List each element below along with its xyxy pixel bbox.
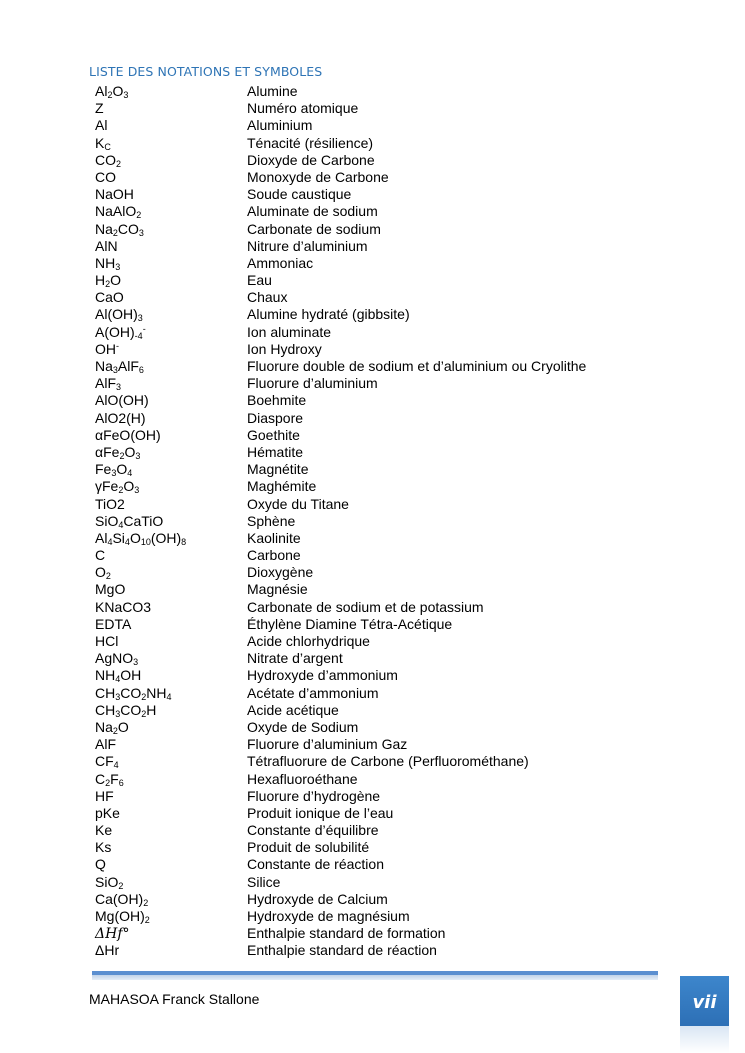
symbol-part: F [110,770,119,787]
notation-definition: Hydroxyde d’ammonium [247,667,398,684]
notation-definition: Alumine hydraté (gibbsite) [247,306,410,323]
symbol-part: 6 [138,365,144,375]
notation-symbol [95,375,121,392]
notation-definition: Hydroxyde de magnésium [247,908,410,924]
notation-symbol [95,306,143,323]
notation-symbol [95,685,172,702]
notation-definition: Constante de réaction [247,856,384,873]
notation-symbol [95,547,105,564]
notation-row [95,753,715,770]
symbol-part: ΔHr [95,942,120,959]
symbol-part: CaO [95,289,124,306]
symbol-part: CH [95,701,116,718]
notation-symbol [95,925,130,943]
notation-definition: Magnésie [247,581,308,598]
page-title: LISTE DES NOTATIONS ET SYMBOLES [89,64,323,79]
symbol-part: Si [112,529,125,546]
page-number-badge [680,976,729,1032]
symbol-part: Al(OH) [95,306,138,323]
notation-symbol [95,633,118,650]
symbol-part: KNaCO3 [95,598,152,615]
notation-row [95,650,715,667]
notation-definition: Ion Hydroxy [247,340,322,357]
notation-row [95,324,715,341]
notation-definition: Carbonate de sodium [247,220,381,237]
symbol-part: 2 [144,915,150,925]
notation-symbol [95,83,128,100]
notation-symbol [95,135,111,152]
notation-symbol [95,874,123,891]
symbol-part: MgO [95,581,126,598]
notation-row [95,530,715,547]
symbol-part: 3 [115,691,121,702]
notation-symbol [95,771,124,788]
symbol-part: 4 [124,536,130,547]
symbol-part: 4 [107,536,113,547]
notation-definition: Produit de solubilité [247,839,370,856]
notation-symbol [95,736,116,753]
notation-symbol [95,324,146,341]
notation-row [95,496,715,513]
notation-row [95,856,715,873]
symbol-part: 8 [181,536,187,547]
notation-row [95,117,715,134]
notation-symbol [95,358,144,375]
notation-definition: Constante d’équilibre [247,822,379,839]
notation-row [95,788,715,805]
notation-definition: Fluorure d’aluminium Gaz [247,736,408,753]
symbol-part: 4 [115,674,121,685]
notation-definition: Kaolinite [247,529,301,546]
notation-row [95,771,715,788]
symbol-part: TiO2 [95,495,125,512]
notation-definition: Diaspore [247,409,304,426]
symbol-part: 2 [141,708,147,719]
symbol-part: 3 [116,382,122,393]
symbol-part: CaTiO [123,512,164,529]
notation-definition: Boehmite [247,392,307,409]
symbol-part: 4 [118,519,124,530]
symbol-part: 3 [135,450,141,461]
symbol-part: 4 [166,691,172,702]
symbol-part: (OH) [150,529,182,546]
notation-definition: Dioxygène [247,564,314,581]
notation-symbol [95,702,156,719]
notation-definition: Numéro atomique [247,100,359,117]
notation-row [95,203,715,220]
symbol-part: 2 [118,880,124,891]
notation-row [95,925,715,942]
symbol-part: A(OH) [95,323,135,340]
notation-row [95,272,715,289]
symbol-part: 3 [112,365,118,375]
notation-symbol [95,513,163,530]
symbol-part: Mg(OH) [95,908,145,924]
notation-symbol [95,152,121,169]
notation-row [95,874,715,891]
notation-row [95,83,715,100]
symbol-part: EDTA [95,615,132,632]
notation-row [95,169,715,186]
notation-symbol [95,564,111,581]
notation-row [95,375,715,392]
symbol-part: OH [95,340,116,357]
notation-definition: Ammoniac [247,254,314,271]
symbol-part: 3 [123,90,129,100]
notation-symbol [95,444,140,461]
notation-symbol [95,461,132,478]
notation-symbol [95,530,186,547]
notation-row [95,100,715,117]
notation-symbol [95,169,116,186]
symbol-part: 2 [116,158,122,169]
symbol-part: NH [146,684,167,701]
notation-definition: Nitrate d’argent [247,650,343,667]
notation-symbol [95,805,120,822]
notation-definition: Acétate d’ammonium [247,684,379,701]
notation-symbol [95,616,131,633]
notation-symbol [95,221,144,238]
notation-symbol [95,272,121,289]
notation-symbol [95,255,120,272]
symbol-part: CO [120,684,142,701]
notation-definition: Chaux [247,289,288,306]
symbol-part: Na [95,718,113,735]
symbol-part: CO [117,220,139,237]
notation-row [95,410,715,427]
notation-row [95,341,715,358]
notation-definition: Monoxyde de Carbone [247,168,389,185]
notation-row [95,891,715,908]
symbol-part: H [95,272,106,289]
symbol-part: 2 [143,897,149,908]
symbol-part: -4 [134,330,143,341]
symbol-part: AgNO [95,650,134,667]
symbol-part: O [117,718,129,735]
notation-row [95,719,715,736]
footer-rule [92,971,658,975]
symbol-part: 2 [112,227,118,238]
symbol-part: 3 [137,313,143,324]
symbol-part: 4 [127,468,133,479]
notation-definition: Magnétite [247,461,309,478]
notation-symbol [95,599,151,616]
notation-symbol [95,856,106,873]
symbol-part: O [129,529,141,546]
notation-symbol [95,410,146,427]
notation-row [95,805,715,822]
notation-definition: Carbonate de sodium et de potassium [247,598,484,615]
notation-row [95,392,715,409]
symbol-part: 2 [107,90,113,100]
notation-row [95,358,715,375]
notation-row [95,581,715,598]
notation-definition: Nitrure d’aluminium [247,237,368,254]
symbol-part: AlF [95,375,116,392]
notation-row [95,513,715,530]
symbol-part: CF [95,753,114,770]
notation-row [95,444,715,461]
notation-definition: Éthylène Diamine Tétra-Acétique [247,615,453,632]
symbol-part: Al [95,117,108,134]
notation-symbol [95,891,148,908]
symbol-part: 10 [140,536,151,547]
notation-symbol [95,839,111,856]
notation-symbol [95,581,125,598]
notation-definition: Tétrafluorure de Carbone (Perfluorométhane) [247,753,529,770]
notation-definition: Oxyde de Sodium [247,718,359,735]
symbol-part: AlF [95,736,116,753]
symbol-part: 2 [112,725,118,736]
symbol-part: SiO [95,873,119,890]
notation-row [95,564,715,581]
symbol-part: Ca(OH) [95,890,144,907]
notation-row [95,667,715,684]
notation-row [95,461,715,478]
symbol-part: - [142,323,146,334]
symbol-part: 2 [118,485,124,496]
notation-row [95,685,715,702]
notation-row [95,908,715,925]
symbol-part: HF [95,787,114,804]
notation-row [95,221,715,238]
symbol-part: Na [95,358,113,374]
symbol-part: HCl [95,633,119,649]
symbol-part: 4 [113,760,119,771]
notation-symbol [95,719,129,736]
notation-definition: Ion aluminate [247,323,332,340]
symbol-part: Al [95,529,108,546]
symbol-part: C [95,547,106,564]
notation-row [95,599,715,616]
notation-definition: Aluminate de sodium [247,203,378,220]
symbol-part: C [104,141,111,152]
notation-definition: Ténacité (résilience) [247,134,374,151]
notation-symbol [95,478,139,495]
symbol-part: AlF [117,358,139,374]
notation-definition: Oxyde du Titane [247,495,349,512]
symbol-part: Z [95,100,104,117]
notation-row [95,306,715,323]
notation-symbol [95,667,141,684]
symbol-part: CO [95,151,116,168]
symbol-part: αFe [95,443,120,460]
notation-symbol [95,186,134,203]
notation-definition: Alumine [247,83,298,99]
symbol-part: O [116,461,128,478]
notation-definition: Silice [247,873,281,890]
symbol-part: 2 [136,210,142,221]
notation-symbol [95,650,138,667]
notation-symbol [95,117,107,134]
symbol-part: NaOH [95,186,134,203]
notation-definition: Maghémite [247,478,317,495]
symbol-part: AlO(OH) [95,392,149,409]
notation-row [95,616,715,633]
notation-definition: Produit ionique de l’eau [247,804,394,821]
symbol-part: ΔHf° [95,926,130,943]
symbol-part: Q [95,856,106,873]
notation-row [95,839,715,856]
notation-definition: Soude caustique [247,186,352,203]
symbol-part: pKe [95,804,120,821]
notation-definition: Dioxyde de Carbone [247,151,375,168]
notation-definition: Eau [247,272,272,289]
notation-symbol [95,289,124,306]
notation-definition: Goethite [247,426,300,443]
symbol-part: 2 [105,571,111,582]
notation-row [95,942,715,959]
symbol-part: O [112,83,124,99]
notation-row [95,736,715,753]
symbol-part: 3 [133,657,139,668]
notation-row [95,152,715,169]
author-name: MAHASOA Franck Stallone [89,991,260,1007]
notation-symbol [95,203,141,220]
symbol-part: γFe [95,478,119,495]
symbol-part: 3 [138,227,144,238]
symbol-part: 2 [119,450,125,461]
symbol-part: OH [120,667,142,684]
symbol-part: O [123,478,135,495]
symbol-part: H [146,701,157,718]
symbol-part: 3 [134,485,140,496]
symbol-part: AlN [95,237,118,254]
symbol-part: C [95,770,106,787]
notation-symbol [95,100,104,117]
notation-row [95,702,715,719]
notation-definition: Acide acétique [247,701,339,718]
notation-row [95,255,715,272]
symbol-part: Na [95,220,113,237]
notation-symbol [95,942,119,959]
symbol-part: Fe [95,461,112,478]
symbol-part: NH [95,254,116,271]
notation-symbol [95,908,150,925]
symbol-part: 2 [141,691,147,702]
notation-definition: Acide chlorhydrique [247,633,370,649]
notation-definition: Enthalpie standard de formation [247,925,446,942]
symbol-part: O [95,564,106,581]
notation-definition: Fluorure d’aluminium [247,375,378,392]
symbol-part: Ke [95,822,113,839]
notation-symbol [95,238,118,255]
notation-definition: Carbone [247,547,301,564]
symbol-part: NH [95,667,116,684]
notation-row [95,238,715,255]
notation-symbol [95,788,114,805]
page-badge-reflection [680,1026,729,1053]
notation-definition: Hexafluoroéthane [247,770,358,787]
notation-row [95,478,715,495]
symbol-part: CO [120,701,142,718]
symbol-part: Al [95,83,108,99]
notation-definition: Fluorure d’hydrogène [247,787,381,804]
symbol-part: 3 [115,708,121,719]
notation-definition: Aluminium [247,117,313,134]
notation-row [95,633,715,650]
notation-symbol [95,496,125,513]
notation-symbol [95,753,119,770]
notation-definition: Hématite [247,443,304,460]
symbol-part: O [124,443,136,460]
notation-definition: Fluorure double de sodium et d’aluminium ou Cryolithe [247,358,587,374]
symbol-part: 3 [115,261,121,272]
symbol-part: CO [95,168,116,185]
symbol-part: K [95,134,105,151]
notation-symbol [95,822,112,839]
symbol-part: 2 [105,777,111,788]
notation-list [95,83,715,960]
symbol-part: O [110,272,122,289]
symbol-part: - [116,340,119,351]
symbol-part: 3 [111,468,117,479]
notation-row [95,427,715,444]
notation-definition: Enthalpie standard de réaction [247,942,437,959]
page-number: vii [692,992,717,1013]
notation-definition: Sphène [247,512,296,529]
notation-row [95,822,715,839]
notation-definition: Hydroxyde de Calcium [247,890,388,907]
symbol-part: CH [95,684,116,701]
notation-row [95,289,715,306]
notation-row [95,135,715,152]
symbol-part: AlO2(H) [95,409,146,426]
symbol-part: 2 [105,279,111,290]
symbol-part: 6 [118,777,124,788]
notation-row [95,547,715,564]
symbol-part: αFeO(OH) [95,426,161,443]
notation-symbol [95,427,161,444]
notation-symbol [95,341,119,358]
symbol-part: NaAlO [95,203,137,220]
notation-row [95,186,715,203]
symbol-part: Ks [95,839,112,856]
symbol-part: SiO [95,512,119,529]
notation-symbol [95,392,149,409]
